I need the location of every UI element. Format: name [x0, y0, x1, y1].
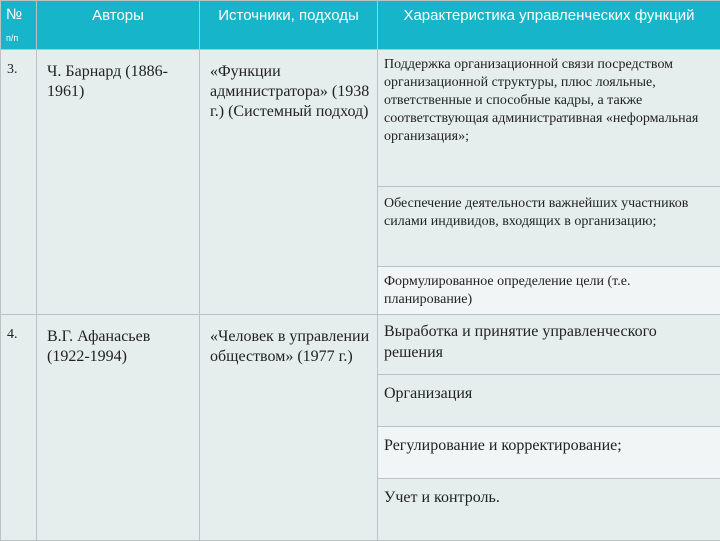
header-sources: Источники, подходы: [200, 1, 378, 50]
function-cell: Организация: [378, 375, 720, 427]
row-number: 3.: [1, 50, 37, 315]
source-cell: «Человек в управлении обществом» (1977 г.): [200, 315, 378, 541]
function-cell: Выработка и принятие управленческого решения: [378, 315, 720, 375]
author-cell: Ч. Барнард (1886-1961): [37, 50, 200, 315]
function-cell: Поддержка организационной связи посредством организационной структуры, плюс лояльные, ответственные и способные кадры, а также соответствующая административная «неформальная организация»;: [378, 50, 720, 187]
table-row: [1, 50, 720, 187]
table-header-row: [1, 1, 720, 50]
function-cell: Учет и контроль.: [378, 479, 720, 541]
header-characteristics: Характеристика управленческих функций: [378, 1, 720, 50]
table-row: [1, 315, 720, 375]
header-number-symbol: №: [6, 6, 36, 24]
function-cell: Обеспечение деятельности важнейших участников силами индивидов, входящих в организацию;: [378, 187, 720, 267]
header-authors: Авторы: [37, 1, 200, 50]
row-number: 4.: [1, 315, 37, 541]
header-number-sub: п/п: [6, 32, 36, 44]
function-cell: Регулирование и корректирование;: [378, 427, 720, 479]
author-cell: В.Г. Афанасьев (1922-1994): [37, 315, 200, 541]
header-number: [1, 1, 37, 50]
function-cell: Формулированное определение цели (т.е. планирование): [378, 267, 720, 315]
source-cell: «Функции администратора» (1938 г.) (Системный подход): [200, 50, 378, 315]
